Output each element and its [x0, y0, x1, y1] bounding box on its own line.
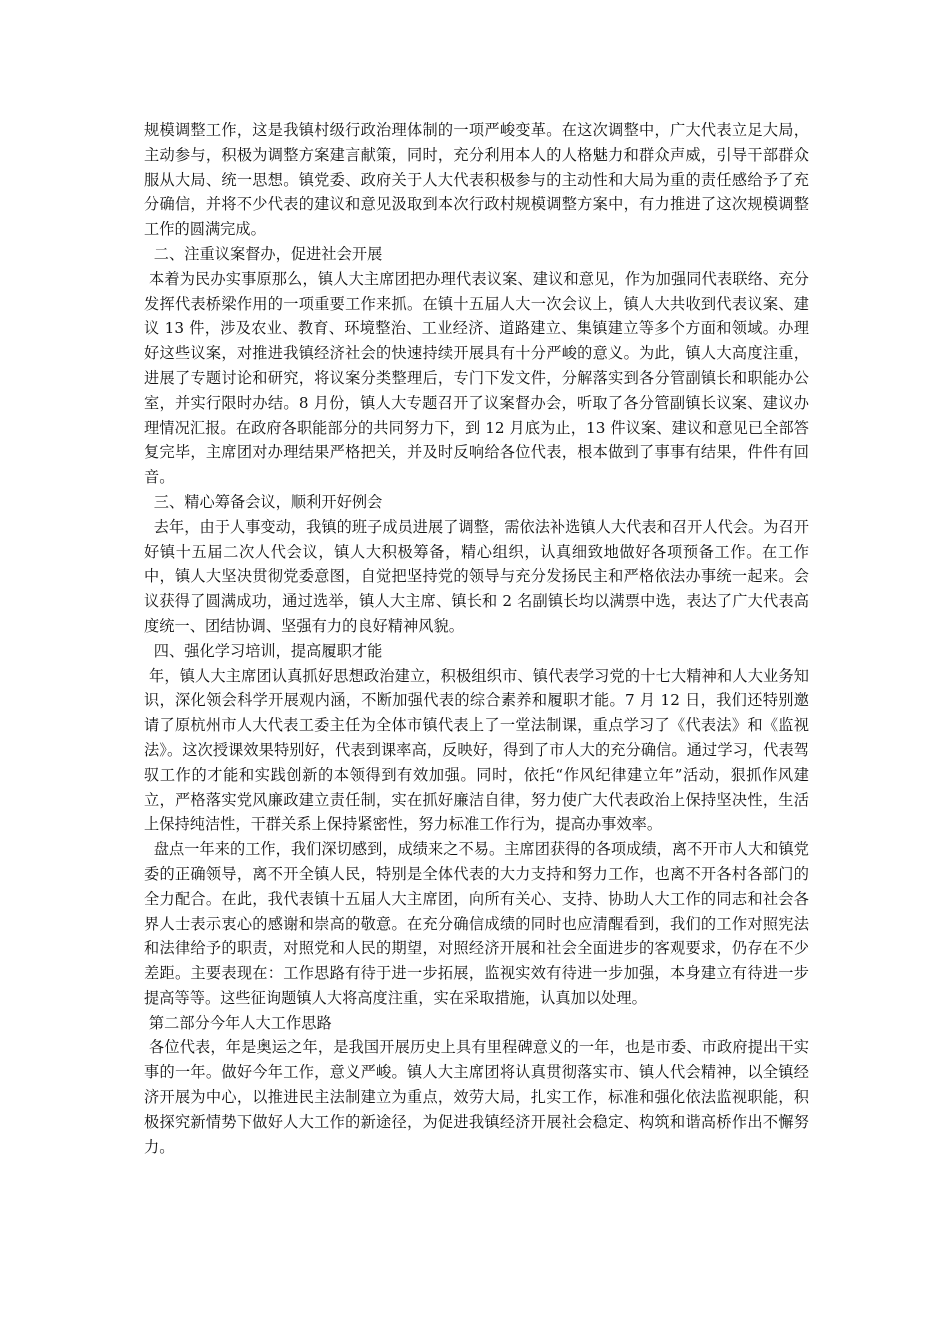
section-heading-4: 四、强化学习培训，提高履职才能	[144, 641, 383, 660]
paragraph-6: 各位代表，年是奥运之年，是我国开展历史上具有里程碑意义的一年，也是市委、市政府提出干实事的一年。做好今年工作，意义严峻。镇人大主席团将认真贯彻落实市、镇人代会精神，以全镇经济开展为中心，以推进民主法制建立为重点，效劳大局，扎实工作，标准和强化依法监视职能，积极探究新情势下做好人大工作的新途径，为促进我镇经济开展社会稳定、构筑和谐高桥作出不懈努力。	[144, 1038, 809, 1156]
paragraph-5: 盘点一年来的工作，我们深切感到，成绩来之不易。主席团获得的各项成绩，离不开市人大和镇党委的正确领导，离不开全镇人民，特别是全体代表的大力支持和努力工作，也离不开各村各部门的全力配合。在此，我代表镇十五届人大主席团，向所有关心、支持、协助人大工作的同志和社会各界人士表示衷心的感谢和崇高的敬意。在充分确信成绩的同时也应清醒看到，我们的工作对照宪法和法律给予的职责，对照党和人民的期望，对照经济开展和社会全面进步的客观要求，仍存在不少差距。主要表现在：工作思路有待于进一步拓展，监视实效有待进一步加强，本身建立有待进一步提高等等。这些征询题镇人大将高度注重，实在采取措施，认真加以处理。	[144, 840, 809, 1007]
section-heading-2: 二、注重议案督办，促进社会开展	[144, 244, 383, 263]
document-body	[144, 118, 809, 1159]
paragraph-1: 规模调整工作，这是我镇村级行政治理体制的一项严峻变革。在这次调整中，广大代表立足大局，主动参与，积极为调整方案建言献策，同时，充分利用本人的人格魅力和群众声威，引导干部群众服从大局、统一思想。镇党委、政府关于人大代表积极参与的主动性和大局为重的责任感给予了充分确信，并将不少代表的建议和意见汲取到本次行政村规模调整方案中，有力推进了这次规模调整工作的圆满完成。	[144, 121, 809, 239]
paragraph-2: 本着为民办实事原那么，镇人大主席团把办理代表议案、建议和意见，作为加强同代表联络、充分发挥代表桥梁作用的一项重要工作来抓。在镇十五届人大一次会议上，镇人大共收到代表议案、建议 13 件，涉及农业、教育、环境整治、工业经济、道路建立、集镇建立等多个方面和领域。办理好这些议案，对推进我镇经济社会的快速持续开展具有十分严峻的意义。为此，镇人大高度注重，进展了专题讨论和研究，将议案分类整理后，专门下发文件，分解落实到各分管副镇长和职能办公室，并实行限时办结。8 月份，镇人大专题召开了议案督办会，听取了各分管副镇长议案、建议办理情况汇报。在政府各职能部分的共同努力下，到 12 月底为止，13 件议案、建议和意见已全部答复完毕，主席团对办理结果严格把关，并及时反响给各位代表，根本做到了事事有结果，件件有回音。	[144, 269, 809, 487]
part-heading-2: 第二部分今年人大工作思路	[144, 1013, 332, 1032]
paragraph-4: 年，镇人大主席团认真抓好思想政治建立，积极组织市、镇代表学习党的十七大精神和人大业务知识，深化领会科学开展观内涵，不断加强代表的综合素养和履职才能。7 月 12 日，我们还特别邀请了原杭州市人大代表工委主任为全体市镇代表上了一堂法制课，重点学习了《代表法》和《监视法》。这次授课效果特别好，代表到课率高，反映好，得到了市人大的充分确信。通过学习，代表驾驭工作的才能和实践创新的本领得到有效加强。同时，依托“作风纪律建立年”活动，狠抓作风建立，严格落实党风廉政建立责任制，实在抓好廉洁自律，努力使广大代表政治上保持坚决性，生活上保持纯洁性，干群关系上保持紧密性，努力标准工作行为，提高办事效率。	[144, 666, 809, 834]
section-heading-3: 三、精心筹备会议，顺利开好例会	[144, 492, 383, 511]
paragraph-3: 去年，由于人事变动，我镇的班子成员进展了调整，需依法补选镇人大代表和召开人代会。为召开好镇十五届二次人代会议，镇人大积极筹备，精心组织，认真细致地做好各项预备工作。在工作中，镇人大坚决贯彻党委意图，自觉把坚持党的领导与充分发扬民主和严格依法办事统一起来。会议获得了圆满成功，通过选举，镇人大主席、镇长和 2 名副镇长均以满票中选，表达了广大代表高度统一、团结协调、坚强有力的良好精神风貌。	[144, 517, 809, 635]
